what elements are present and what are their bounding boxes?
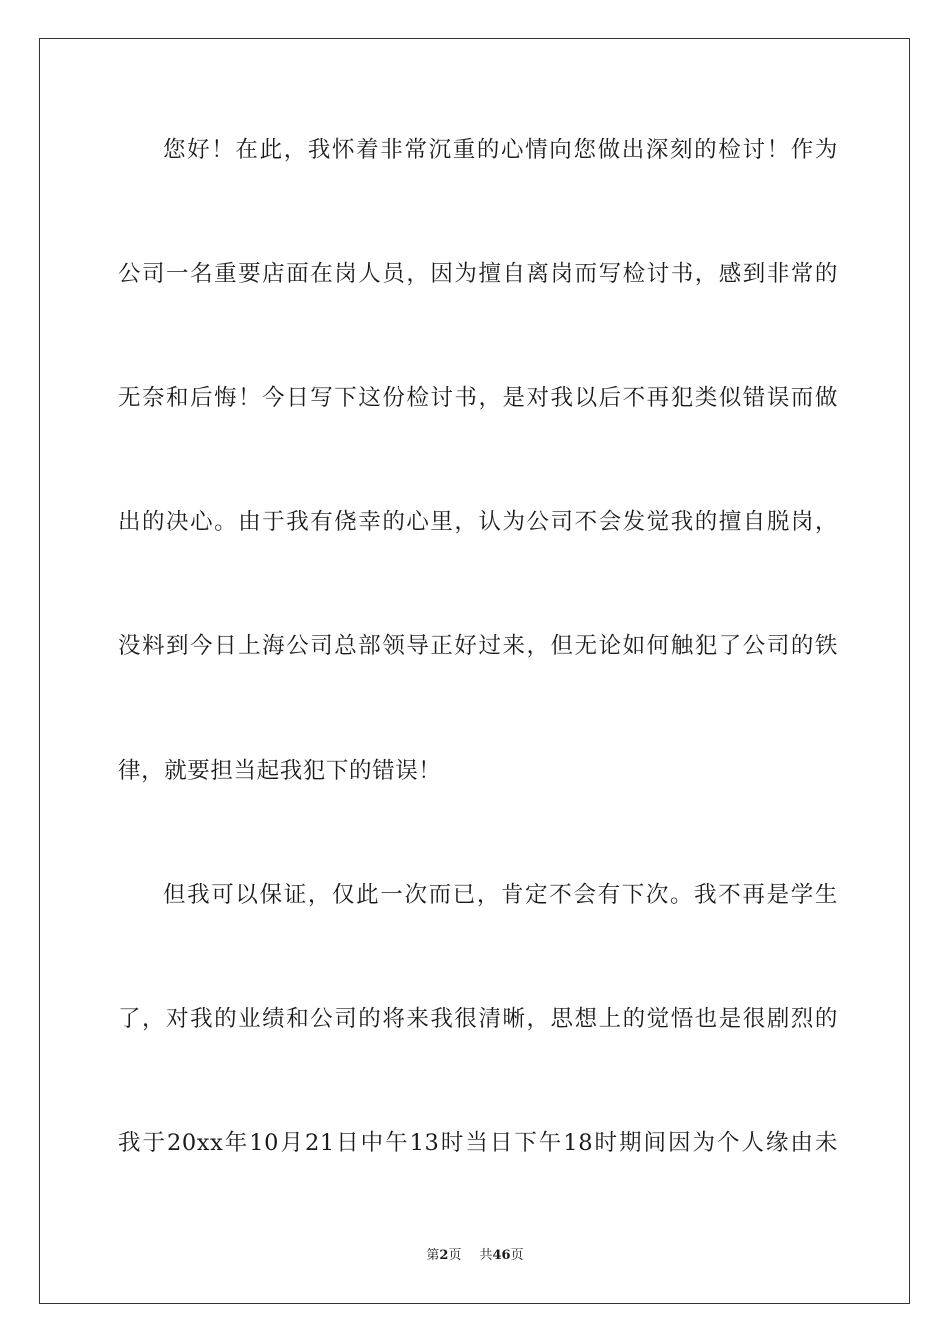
total-prefix: 共 [479, 1248, 493, 1263]
total-pages: 46 [492, 1248, 511, 1263]
page-suffix: 页 [448, 1248, 462, 1263]
paragraph-line-7: 但我可以保证，仅此一次而已，肯定不会有下次。我不再是学生 [163, 882, 838, 908]
paragraph-line-3: 无奈和后悔！今日写下这份检讨书，是对我以后不再犯类似错误而做 [118, 385, 838, 411]
paragraph-line-6: 律，就要担当起我犯下的错误！ [118, 758, 442, 784]
page-footer [0, 1247, 950, 1265]
paragraph-line-8: 了，对我的业绩和公司的将来我很清晰，思想上的觉悟也是很剧烈的 [118, 1006, 838, 1032]
paragraph-line-5: 没料到今日上海公司总部领导正好过来，但无论如何触犯了公司的铁 [118, 633, 838, 659]
page-prefix: 第 [426, 1248, 440, 1263]
paragraph-line-1: 您好！在此，我怀着非常沉重的心情向您做出深刻的检讨！作为 [163, 137, 838, 163]
page-number: 2 [439, 1248, 449, 1263]
paragraph-line-2: 公司一名重要店面在岗人员，因为擅自离岗而写检讨书，感到非常的 [118, 261, 838, 287]
paragraph-line-4: 出的决心。由于我有侥幸的心里，认为公司不会发觉我的擅自脱岗， [118, 509, 838, 535]
paragraph-line-9: 我于20xx年10月21日中午13时当日下午18时期间因为个人缘由未 [118, 1130, 838, 1156]
total-suffix: 页 [510, 1248, 524, 1263]
page-border [39, 38, 910, 1304]
